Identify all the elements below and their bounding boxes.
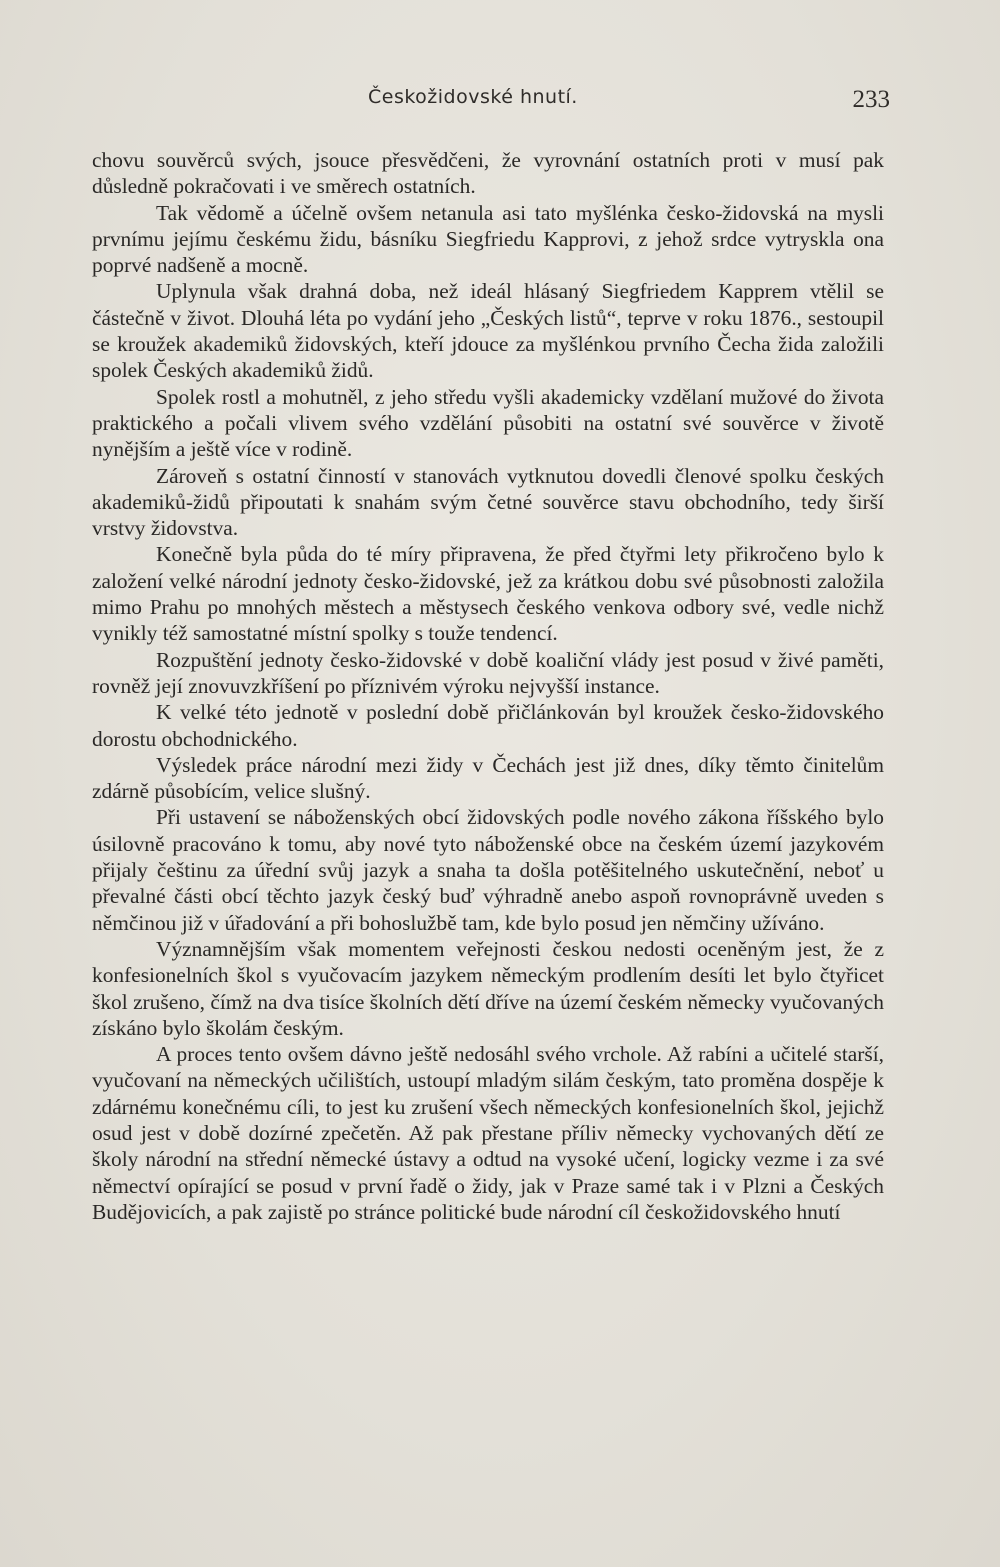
page-number: 233 [852,86,890,113]
running-header [0,86,1000,116]
running-title: Českožidovské hnutí. [368,86,578,108]
paragraph: Konečně byla půda do té míry připravena, že před čtyřmi lety přikročeno bylo k založení velké národní jednoty česko-židovské, jež za krátkou dobu své působnosti založila mimo Prahu po mnohých městech a městysech českého venkova odbory své, vedle nichž vynikly též samostatné místní spolky s touže tendencí. [92,542,884,646]
paragraph: Uplynula však drahná doba, než ideál hlásaný Siegfriedem Kapprem vtělil se částečně v život. Dlouhá léta po vydání jeho „Českých listů“, teprve v roku 1876., sestoupil se kroužek akademiků židovských, kteří jdouce za myšlénkou prvního Čecha žida založili spolek Českých akademiků židů. [92,279,884,383]
paragraph: Při ustavení se náboženských obcí židovských podle nového zákona říšského bylo úsilovně pracováno k tomu, aby nové tyto náboženské obce na českém území jazykovém přijaly češtinu za úřední svůj jazyk a snaha ta došla potěšitelného uskutečnění, neboť u převalné části obcí těchto jazyk český buď výhradně anebo aspoň rovnoprávně uveden s němčinou již v úřadování a při bohoslužbě tam, kde bylo posud jen němčiny užíváno. [92,805,884,935]
paragraph: Výsledek práce národní mezi židy v Čechách jest již dnes, díky těmto činitelům zdárně působícím, velice slušný. [92,752,884,804]
paragraph-continues-next-page: A proces tento ovšem dávno ještě nedosáhl svého vrchole. Až rabíni a učitelé starší, vyučovaní na německých učilištích, ustoupí mladým silám českým, tato proměna dospěje k zdárnému konečnému cíli, to jest ku zrušení všech německých konfesionelních škol, jejichž osud jest v době dozírné zpečetěn. Až pak přestane příliv německy vychovaných dětí ze školy národní na střední německé ústavy a odtud na vysoké učení, logicky vezme i za své němectví opírající se posud v první řadě o židy, jak v Praze samé tak i v Plzni a Českých Budějovicích, a pak zajistě po stránce politické bude národní cíl českožidovského hnutí [92,1042,884,1224]
paragraph: Tak vědomě a účelně ovšem netanula asi tato myšlénka česko-židovská na mysli prvnímu jejímu českému židu, básníku Siegfriedu Kapprovi, z jehož srdce vytryskla ona poprvé nadšeně a mocně. [92,200,884,278]
body-text [92,147,884,1225]
paragraph: Zároveň s ostatní činností v stanovách vytknutou dovedli členové spolku českých akademiků-židů připoutati k snahám svým četné souvěrce stavu obchodního, tedy širší vrstvy židovstva. [92,463,884,541]
paragraph: Spolek rostl a mohutněl, z jeho středu vyšli akademicky vzdělaní mužové do života praktického a počali vlivem svého vzdělání působiti na ostatní své souvěrce v životě nynějším a ještě více v rodině. [92,384,884,462]
paragraph: K velké této jednotě v poslední době přičlánkován byl kroužek česko-židovského dorostu obchodnického. [92,700,884,751]
paragraph: Rozpuštění jednoty česko-židovské v době koaliční vlády jest posud v živé paměti, rovněž její znovuvzkříšení po příznivém výroku nejvyšší instance. [92,647,884,698]
paragraph-continued: chovu souvěrců svých, jsouce přesvědčeni, že vyrovnání ostatních proti v musí pak důsledně pokračovati i ve směrech ostatních. [92,148,884,199]
paragraph: Významnějším však momentem veřejnosti českou nedosti oceněným jest, že z konfesionelních škol s vyučovacím jazykem německým prodlením desíti let bylo čtyřicet škol zrušeno, čímž na dva tisíce školních dětí dříve na území českém německy vyučovaných získáno bylo školám českým. [92,936,884,1040]
